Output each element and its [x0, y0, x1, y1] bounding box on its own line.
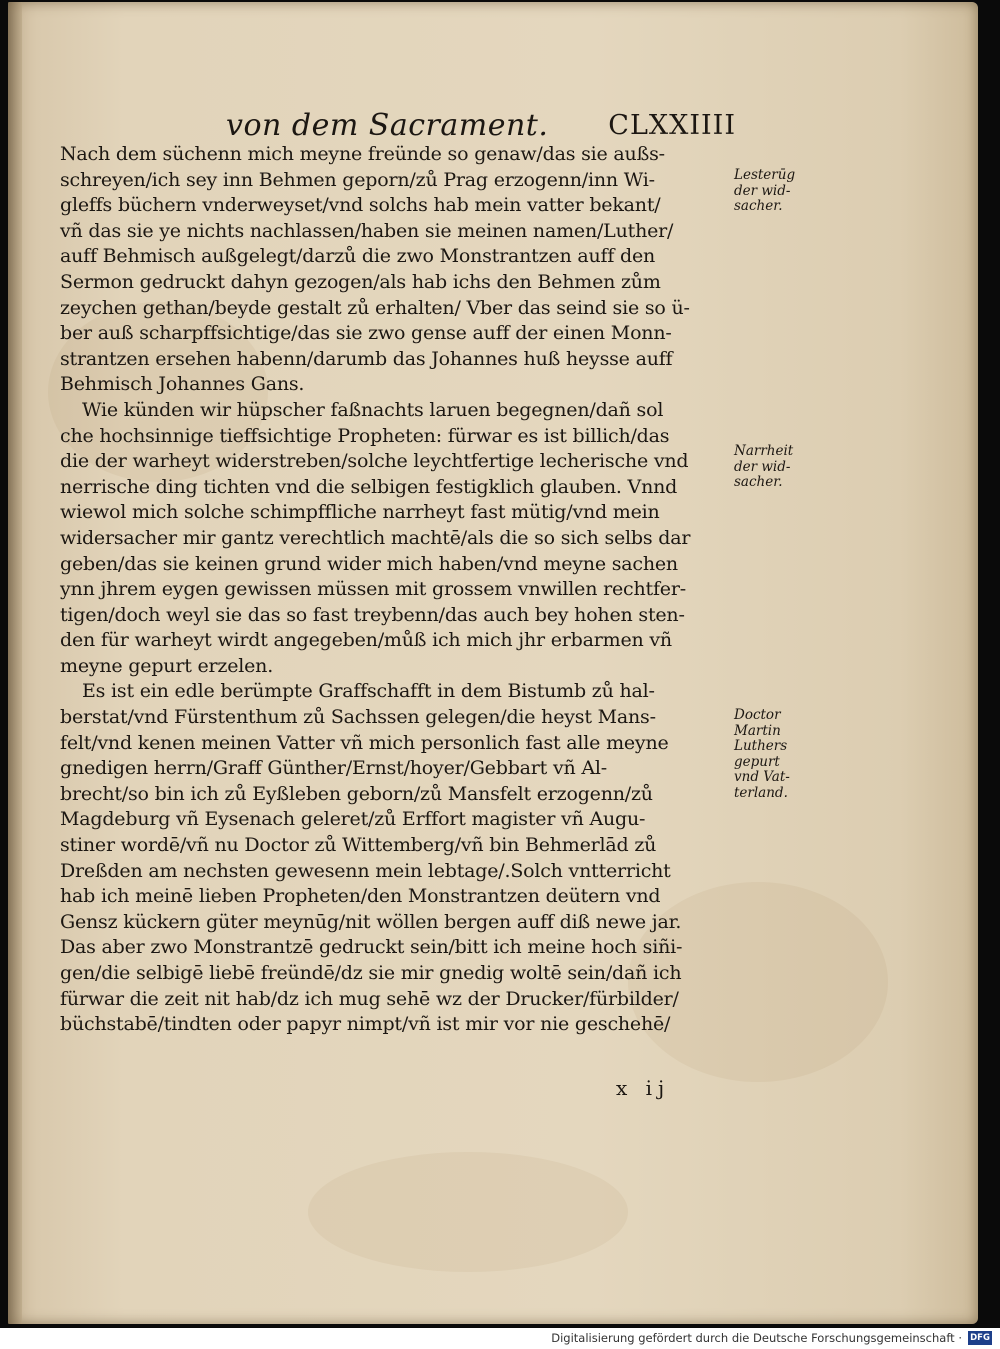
margin-note-line: sacher. [734, 474, 783, 490]
margin-note [734, 444, 824, 491]
running-title: von dem Sacrament. [226, 108, 549, 143]
margin-note-line: terland. [734, 784, 788, 801]
text-line: meyne gepurt erzelen. [60, 654, 274, 677]
text-line: vñ das sie ye nichts nachlassen/haben sie meinen namen/Luther/ [60, 219, 674, 242]
text-line: auff Behmisch außgelegt/darzů die zwo Monstrantzen auff den [60, 245, 656, 268]
margin-note-line: Luthers [734, 738, 788, 754]
text-line: geben/das sie keinen grund wider mich haben/vnd meyne sachen [60, 552, 678, 575]
text-line: felt/vnd kenen meinen Vatter vñ mich personlich fast alle meyne [60, 731, 669, 754]
margin-note-line: Martin [734, 722, 781, 739]
text-line: hab ich meinē lieben Propheten/den Monstrantzen deütern vnd [60, 885, 661, 908]
margin-note-line: Lesterūg [734, 167, 796, 183]
text-line: berstat/vnd Fürstenthum zů Sachssen gelegen/die heyst Mans- [60, 706, 656, 729]
text-line: Es ist ein edle berümpte Graffschafft in dem Bistumb zů hal- [82, 680, 655, 703]
body-text [60, 142, 736, 1038]
margin-note-line: der wid- [734, 182, 791, 199]
margin-note-line: gepurt [734, 753, 780, 770]
text-line: widersacher mir gantz verechtlich machtē/als die so sich selbs dar [60, 526, 691, 549]
text-line: Sermon gedruckt dahyn gezogen/als hab ichs den Behmen zům [60, 270, 661, 293]
margin-note [734, 168, 824, 215]
margin-note-line: Narrheit [734, 443, 794, 459]
signature-mark: x ij [616, 1076, 671, 1100]
text-line: Nach dem süchenn mich meyne freünde so genaw/das sie außs- [60, 143, 665, 165]
text-line: gen/die selbigē liebē freündē/dz sie mir gnedig woltē sein/dañ ich [60, 962, 682, 984]
binding-shadow [8, 2, 22, 1324]
text-line: strantzen ersehen habenn/darumb das Johannes huß heysse auff [60, 347, 673, 370]
text-line: fürwar die zeit nit hab/dz ich mug sehē wz der Drucker/fürbilder/ [60, 987, 679, 1010]
text-line: gnedigen herrn/Graff Günther/Ernst/hoyer/Gebbart vñ Al- [60, 757, 607, 780]
text-line: Gensz kückern güter meynūg/nit wöllen bergen auff diß newe jar. [60, 910, 682, 933]
text-line: che hochsinnige tieffsichtige Propheten: fürwar es ist billich/das [60, 424, 670, 447]
text-line: schreyen/ich sey inn Behmen geporn/zů Prag erzogenn/inn Wi- [60, 168, 655, 191]
text-line: ynn jhrem eygen gewissen müssen mit grossem vnwillen rechtfer- [60, 578, 686, 601]
text-line: zeychen gethan/beyde gestalt zů erhalten/ Vber das seind sie so ü- [60, 296, 690, 319]
folio-number: CLXXIIII [608, 110, 736, 141]
margin-note-line: der wid- [734, 458, 791, 475]
text-line: tigen/doch weyl sie das so fast treybenn/das auch bey hohen sten- [60, 603, 685, 626]
text-line: Dreßden am nechsten gewesenn mein lebtage/.Solch vntterricht [60, 859, 671, 882]
footer-bar [0, 1328, 1000, 1349]
text-line: Das aber zwo Monstrantzē gedruckt sein/bitt ich meine hoch siñi- [60, 936, 683, 959]
funding-credit: Digitalisierung gefördert durch die Deutsche Forschungsgemeinschaft · [551, 1331, 962, 1345]
text-line: die der warheyt widerstreben/solche leychtfertige lecherische vnd [60, 450, 689, 473]
text-line: Behmisch Johannes Gans. [60, 373, 305, 396]
margin-note-line: Doctor [734, 707, 781, 723]
text-line: Magdeburg vñ Eysenach geleret/zů Erffort magister vñ Augu- [60, 808, 646, 831]
text-line: brecht/so bin ich zů Eyßleben geborn/zů Mansfelt erzogenn/zů [60, 782, 653, 805]
text-line: gleffs büchern vnderweyset/vnd solchs hab mein vatter bekant/ [60, 194, 661, 217]
text-line: nerrische ding tichten vnd die selbigen festigklich glauben. Vnnd [60, 475, 678, 498]
dfg-logo-icon: DFG [968, 1331, 992, 1345]
text-line: den für warheyt wirdt angegeben/můß ich mich jhr erbarmen vñ [60, 629, 672, 652]
text-line: wiewol mich solche schimpffliche narrheyt fast mütig/vnd mein [60, 501, 660, 524]
margin-note-line: sacher. [734, 198, 783, 214]
text-line: Wie künden wir hüpscher faßnachts laruen begegnen/dañ sol [82, 398, 664, 421]
margin-note-line: vnd Vat- [734, 769, 790, 785]
text-line: büchstabē/tindten oder papyr nimpt/vñ ist mir vor nie geschehē/ [60, 1013, 671, 1036]
text-line: ber auß scharpffsichtige/das sie zwo gense auff der einen Monn- [60, 322, 672, 345]
text-line: stiner wordē/vñ nu Doctor zů Wittemberg/vñ bin Behmerlād zů [60, 834, 657, 857]
margin-note [734, 708, 824, 801]
